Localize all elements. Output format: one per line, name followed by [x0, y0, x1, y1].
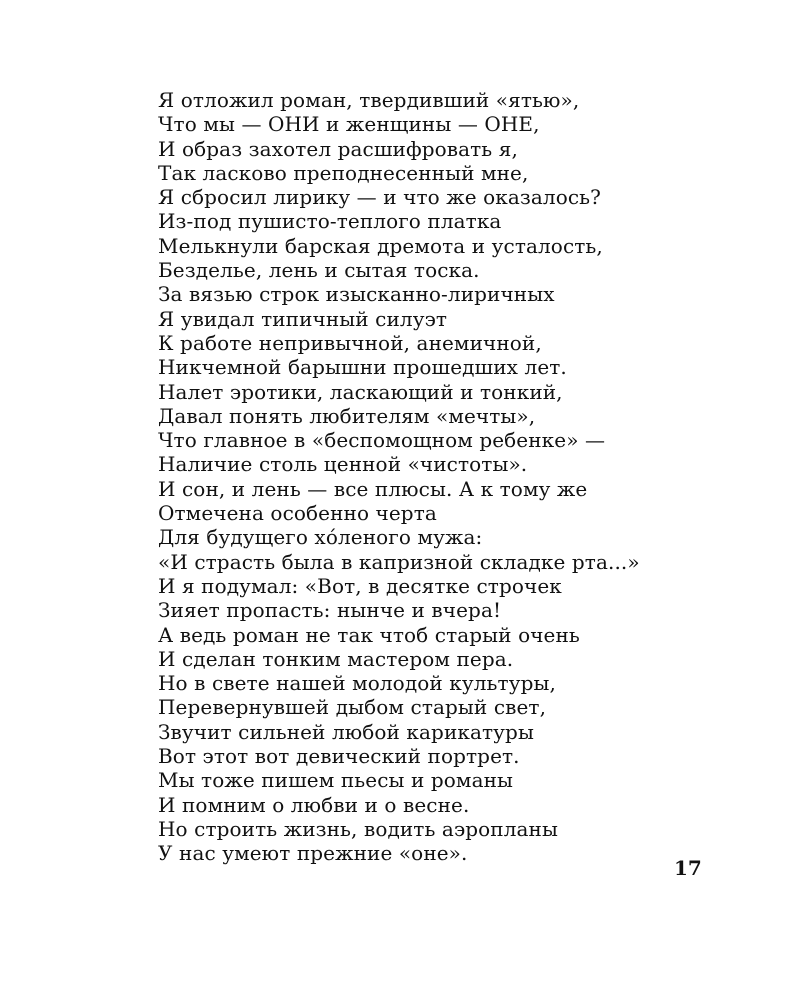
poem-line: Перевернувшей дыбом старый свет,: [158, 695, 547, 720]
poem-line: Я отложил роман, твердивший «ятью»,: [158, 88, 580, 112]
poem-line: И образ захотел расшифровать я,: [158, 136, 518, 161]
poem-line: Звучит сильней любой карикатуры: [158, 719, 534, 744]
poem-line: Безделье, лень и сытая тоска.: [158, 258, 480, 283]
poem-line: Из-под пушисто-теплого платка: [158, 209, 502, 234]
poem-line: Налет эротики, ласкающий и тонкий,: [158, 379, 563, 404]
poem-line: Что главное в «беспомощном ребенке» —: [158, 428, 606, 453]
poem-line: Давал понять любителям «мечты»,: [158, 403, 536, 428]
poem-line: К работе непривычной, анемичной,: [158, 330, 542, 355]
poem-line: Никчемной барышни прошедших лет.: [158, 355, 567, 380]
poem-line: И я подумал: «Вот, в десятке строчек: [158, 573, 562, 598]
poem-line: И помним о любви и о весне.: [158, 792, 470, 817]
poem-text: [158, 88, 678, 866]
poem-line: Что мы — ОНИ и женщины — ОНЕ,: [158, 112, 540, 137]
poem-line: У нас умеют прежние «оне».: [158, 841, 468, 866]
poem-line: За вязью строк изысканно-лиричных: [158, 282, 555, 307]
poem-line: И сделан тонким мастером пера.: [158, 646, 514, 671]
poem-line: Я сбросил лирику — и что же оказалось?: [158, 185, 601, 210]
poem-line: Я увидал типичный силуэт: [158, 306, 448, 331]
poem-line: Отмечена особенно черта: [158, 501, 437, 526]
poem-line: Мелькнули барская дремота и усталость,: [158, 233, 603, 258]
poem-line: Но строить жизнь, водить аэропланы: [158, 816, 558, 841]
poem-line: И сон, и лень — все плюсы. А к тому же: [158, 476, 588, 501]
poem-line: Так ласково преподнесенный мне,: [158, 160, 529, 185]
page-number: 17: [674, 856, 702, 880]
poem-line: Для будущего хо́леного мужа:: [158, 525, 483, 550]
poem-line: «И страсть была в капризной складке рта...»: [158, 549, 640, 574]
poem-line: А ведь роман не так чтоб старый очень: [158, 622, 580, 647]
poem-line: Наличие столь ценной «чистоты».: [158, 452, 528, 477]
poem-line: Мы тоже пишем пьесы и романы: [158, 768, 514, 793]
poem-line: Зияет пропасть: нынче и вчера!: [158, 598, 502, 623]
poem-line: Но в свете нашей молодой культуры,: [158, 671, 556, 696]
poem-line: Вот этот вот девический портрет.: [158, 744, 520, 769]
